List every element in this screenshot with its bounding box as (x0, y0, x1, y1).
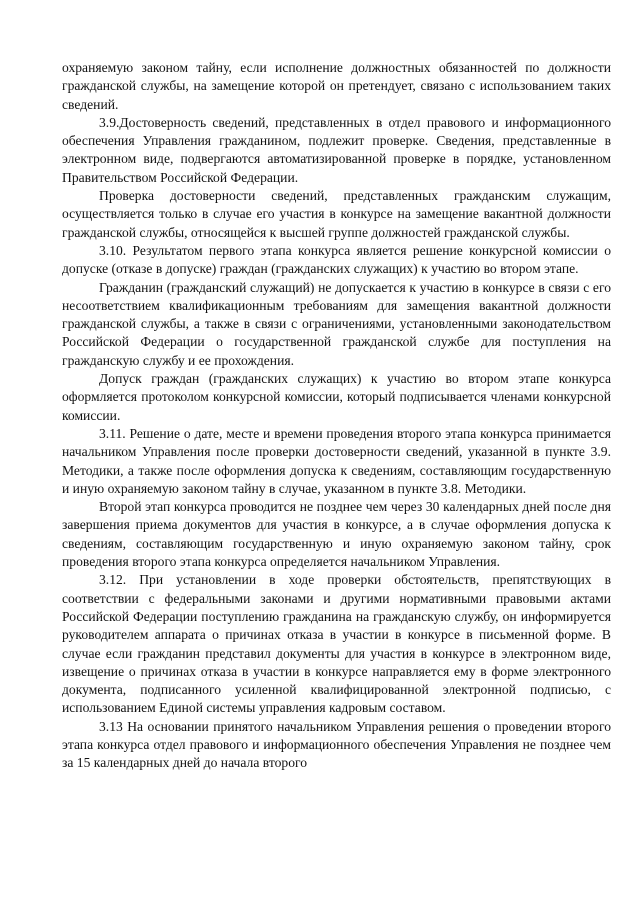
paragraph-3-13: 3.13 На основании принятого начальником Управления решения о проведении второго этапа конкурса отдел правового и информационного обеспечения Управления не позднее чем за 15 календарных дней до начала второго (62, 718, 611, 771)
paragraph-admission-protocol: Допуск граждан (гражданских служащих) к участию во втором этапе конкурса оформляется протоколом конкурсной комиссии, который подписывается членами конкурсной комиссии. (62, 371, 611, 423)
paragraph-3-11: 3.11. Решение о дате, месте и времени проведения второго этапа конкурса принимается начальником Управления после проверки достоверности сведений, указанной в пункте 3.9. Методики, а также после оформления допуска к сведениям, составляющим государственную и иную охраняемую законом тайну в случае, указанном в пункте 3.8. Методики. (62, 425, 611, 496)
paragraph-3-9: 3.9.Достоверность сведений, представленных в отдел правового и информационного обеспечения Управления гражданином, подлежит проверке. Сведения, представленные в электронном виде, подвергаются автоматизированной проверке в порядке, установленном Правительством Российской Федерации. (62, 114, 611, 185)
paragraph-3-12: 3.12. При установлении в ходе проверки обстоятельств, препятствующих в соответствии с федеральными законами и другими нормативными правовыми актами Российской Федерации поступлению гражданина на гражданскую службу, он информируется руководителем аппарата о причинах отказа в участии в конкурсе в письменной форме. В случае если гражданин представил документы для участия в конкурсе в электронном виде, извещение о причинах отказа в участии в конкурсе направляется ему в форме электронного документа, подписанного усиленной квалифицированной электронной подписью, с использованием Единой системы управления кадровым составом. (62, 572, 611, 716)
paragraph-continuation: охраняемую законом тайну, если исполнение должностных обязанностей по должности гражданской службы, на замещение которой он претендует, связано с использованием таких сведений. (62, 60, 611, 112)
paragraph-second-stage-timing: Второй этап конкурса проводится не позднее чем через 30 календарных дней после дня завершения приема документов для участия в конкурсе, а в случае оформления допуска к сведениям, составляющим государственную и иную охраняемую законом тайну, срок проведения второго этапа конкурса определяется начальником Управления. (62, 499, 611, 570)
paragraph-3-10: 3.10. Результатом первого этапа конкурса является решение конкурсной комиссии о допуске (отказе в допуске) граждан (гражданских служащих) к участию во втором этапе. (62, 242, 611, 277)
paragraph-verification: Проверка достоверности сведений, представленных гражданским служащим, осуществляется только в случае его участия в конкурсе на замещение вакантной должности гражданской службы, относящейся к высшей группе должностей гражданской службы. (62, 188, 611, 240)
paragraph-not-admitted: Гражданин (гражданский служащий) не допускается к участию в конкурсе в связи с его несоответствием квалификационным требованиям для замещения вакантной должности гражданской службы, а также в связи с ограничениями, установленными законодательством Российской Федерации о государственной гражданской службе для поступления на гражданскую службу и ее прохождения. (62, 279, 611, 368)
document-body (62, 59, 611, 773)
